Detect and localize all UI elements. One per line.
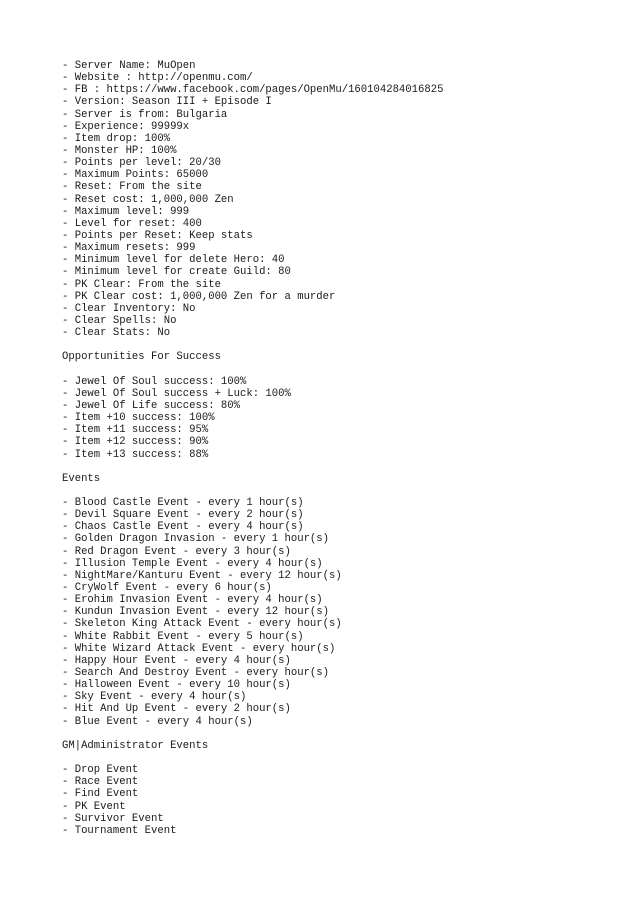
events-heading: Events [62, 472, 101, 485]
pk-clear-line: - PK Clear: From the site [62, 278, 221, 291]
spacer [62, 461, 622, 473]
list-item: - Chaos Castle Event - every 4 hour(s) [62, 521, 304, 534]
maximum-level-line: - Maximum level: 999 [62, 205, 190, 218]
facebook-line: - FB : https://www.facebook.com/pages/OpenMu/160104284016825 [62, 84, 444, 97]
list-item: - Survivor Event [62, 812, 164, 825]
clear-inventory-line: - Clear Inventory: No [62, 302, 196, 315]
website-line: - Website : http://openmu.com/ [62, 72, 253, 85]
version-line: - Version: Season III + Episode I [62, 96, 272, 109]
experience-line: - Experience: 99999x [62, 120, 190, 133]
list-item: - Item +13 success: 88% [62, 448, 209, 461]
list-item: - Tournament Event [62, 824, 177, 837]
list-item: - White Wizard Attack Event - every hour(s) [62, 642, 336, 655]
clear-stats-line: - Clear Stats: No [62, 327, 171, 340]
list-item: - Devil Square Event - every 2 hour(s) [62, 509, 304, 522]
success-list [62, 376, 622, 461]
spacer [62, 752, 622, 764]
server-info-list [62, 60, 622, 339]
gm-events-heading: GM|Administrator Events [62, 739, 209, 752]
list-item: - Item +11 success: 95% [62, 424, 209, 437]
list-item: - Golden Dragon Invasion - every 1 hour(s) [62, 533, 330, 546]
list-item: - Illusion Temple Event - every 4 hour(s) [62, 557, 323, 570]
maximum-points-line: - Maximum Points: 65000 [62, 169, 209, 182]
list-item: - Jewel Of Soul success: 100% [62, 375, 247, 388]
list-item: - Skeleton King Attack Event - every hour(s) [62, 618, 342, 631]
monster-hp-line: - Monster HP: 100% [62, 144, 177, 157]
document-page [62, 60, 622, 837]
server-name-line: - Server Name: MuOpen [62, 60, 196, 72]
list-item: - Item +10 success: 100% [62, 412, 215, 425]
list-item: - White Rabbit Event - every 5 hour(s) [62, 630, 304, 643]
list-item: - Erohim Invasion Event - every 4 hour(s) [62, 594, 323, 607]
list-item: - Drop Event [62, 764, 139, 777]
list-item: - Red Dragon Event - every 3 hour(s) [62, 545, 291, 558]
spacer [62, 728, 622, 740]
list-item: - Item +12 success: 90% [62, 436, 209, 449]
list-item: - Happy Hour Event - every 4 hour(s) [62, 654, 291, 667]
list-item: - Blue Event - every 4 hour(s) [62, 715, 253, 728]
points-per-reset-line: - Points per Reset: Keep stats [62, 229, 253, 242]
spacer [62, 364, 622, 376]
list-item: - Hit And Up Event - every 2 hour(s) [62, 703, 291, 716]
points-per-level-line: - Points per level: 20/30 [62, 157, 221, 170]
list-item: - CryWolf Event - every 6 hour(s) [62, 582, 272, 595]
min-level-delete-hero-line: - Minimum level for delete Hero: 40 [62, 254, 285, 267]
list-item: - NightMare/Kanturu Event - every 12 hour(s) [62, 569, 342, 582]
reset-line: - Reset: From the site [62, 181, 202, 194]
level-for-reset-line: - Level for reset: 400 [62, 217, 202, 230]
item-drop-line: - Item drop: 100% [62, 132, 171, 145]
pk-clear-cost-line: - PK Clear cost: 1,000,000 Zen for a murder [62, 290, 336, 303]
events-list [62, 497, 622, 728]
list-item: - Sky Event - every 4 hour(s) [62, 691, 247, 704]
gm-events-list [62, 764, 622, 837]
list-item: - PK Event [62, 800, 126, 813]
server-origin-line: - Server is from: Bulgaria [62, 108, 228, 121]
clear-spells-line: - Clear Spells: No [62, 314, 177, 327]
success-heading: Opportunities For Success [62, 351, 221, 364]
list-item: - Blood Castle Event - every 1 hour(s) [62, 497, 304, 510]
spacer [62, 485, 622, 497]
min-level-create-guild-line: - Minimum level for create Guild: 80 [62, 266, 291, 279]
maximum-resets-line: - Maximum resets: 999 [62, 242, 196, 255]
list-item: - Jewel Of Life success: 80% [62, 399, 241, 412]
list-item: - Race Event [62, 776, 139, 789]
list-item: - Halloween Event - every 10 hour(s) [62, 679, 291, 692]
reset-cost-line: - Reset cost: 1,000,000 Zen [62, 193, 234, 206]
list-item: - Search And Destroy Event - every hour(s) [62, 667, 330, 680]
spacer [62, 339, 622, 351]
list-item: - Find Event [62, 788, 139, 801]
list-item: - Jewel Of Soul success + Luck: 100% [62, 387, 291, 400]
list-item: - Kundun Invasion Event - every 12 hour(s) [62, 606, 330, 619]
